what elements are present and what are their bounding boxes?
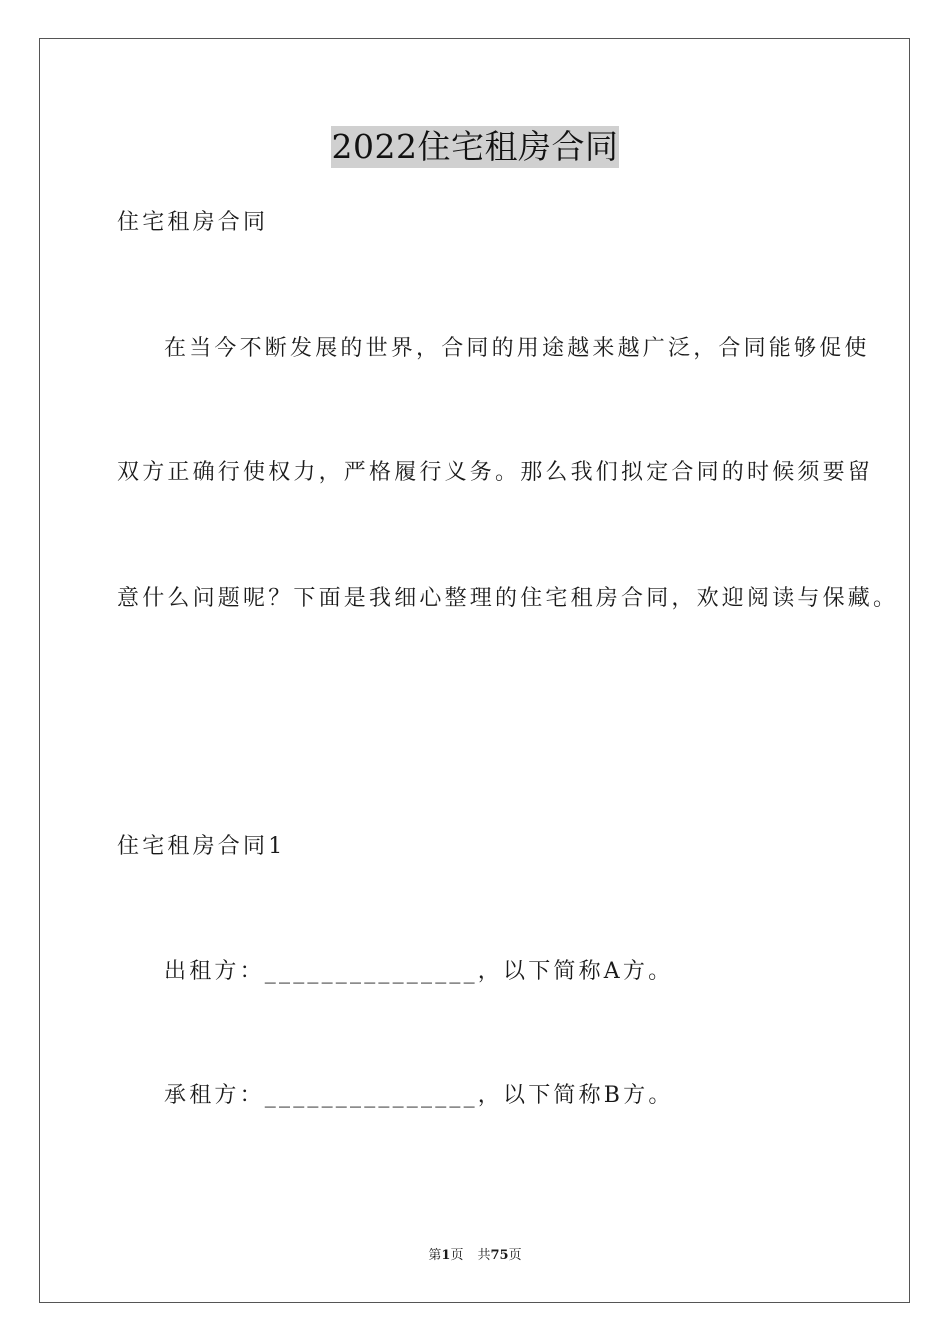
document-title: 2022住宅租房合同 <box>331 127 619 166</box>
page-footer <box>0 1247 950 1265</box>
title-container <box>0 126 950 168</box>
section-heading: 住宅租房合同1 <box>117 834 286 859</box>
intro-paragraph-line-3: 意什么问题呢？下面是我细心整理的住宅租房合同，欢迎阅读与保藏。 <box>117 586 899 611</box>
document-subtitle: 住宅租房合同 <box>117 210 269 235</box>
footer-page-suffix: 页 <box>450 1248 464 1263</box>
footer-page-prefix: 第 <box>428 1248 442 1263</box>
lessee-line: 承租方：_______________，以下简称B方。 <box>164 1083 674 1108</box>
intro-paragraph-line-2: 双方正确行使权力，严格履行义务。那么我们拟定合同的时候须要留 <box>117 460 874 485</box>
footer-page-number: 1 <box>441 1248 451 1263</box>
footer-total-suffix: 页 <box>508 1248 522 1263</box>
footer-total-prefix: 共 <box>477 1248 491 1263</box>
footer-total-pages: 75 <box>490 1248 509 1263</box>
intro-paragraph-line-1: 在当今不断发展的世界，合同的用途越来越广泛，合同能够促使 <box>164 336 870 361</box>
lessor-line: 出租方：_______________，以下简称A方。 <box>164 959 674 984</box>
